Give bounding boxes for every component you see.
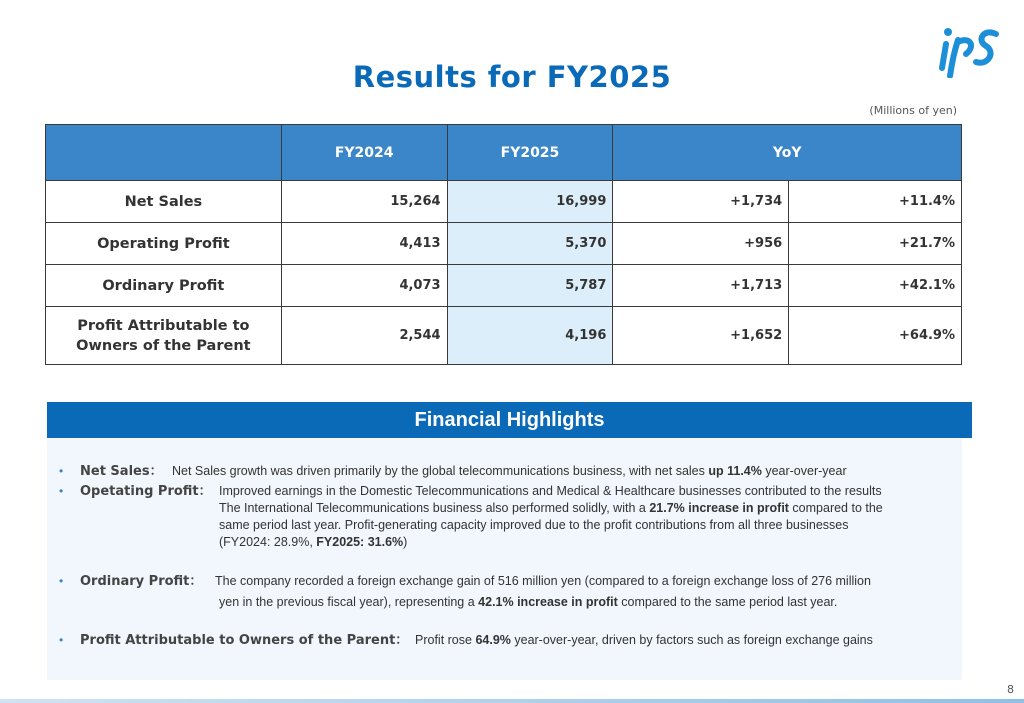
table-header-row (46, 125, 962, 181)
highlight-head: Ordinary Profit： (80, 574, 203, 589)
highlight-text: Profit rose 64.9% year-over-year, driven by factors such as foreign exchange gains (415, 633, 873, 647)
highlight-text-line2: The International Telecommunications business also performed solidly, with a 21.7% increase in profit compared to the (219, 501, 883, 515)
highlight-text-line1: Improved earnings in the Domestic Telecommunications and Medical & Healthcare businesses contributed to the results (219, 484, 882, 498)
cell-fy2024: 4,413 (281, 223, 447, 265)
cell-fy2025: 4,196 (447, 307, 613, 365)
highlight-text-line1: The company recorded a foreign exchange gain of 516 million yen (compared to a foreign exchange loss of 276 million (215, 574, 871, 588)
cell-yoy-abs: +1,652 (613, 307, 789, 365)
cell-fy2025: 5,787 (447, 265, 613, 307)
table-row (46, 265, 962, 307)
bullet-icon: • (59, 484, 64, 498)
highlight-text-line4: (FY2024: 28.9%, FY2025: 31.6%) (219, 535, 408, 549)
cell-yoy-pct: +11.4% (789, 181, 962, 223)
cell-fy2025: 16,999 (447, 181, 613, 223)
cell-fy2024: 2,544 (281, 307, 447, 365)
cell-yoy-pct: +64.9% (789, 307, 962, 365)
row-label (46, 307, 282, 365)
unit-note: (Millions of yen) (869, 104, 957, 117)
bullet-icon: • (59, 574, 64, 588)
cell-yoy-abs: +1,713 (613, 265, 789, 307)
cell-yoy-abs: +956 (613, 223, 789, 265)
header-empty (46, 125, 282, 181)
cell-fy2024: 15,264 (281, 181, 447, 223)
highlight-head: Profit Attributable to Owners of the Parent： (80, 633, 409, 648)
bullet-icon: • (59, 633, 64, 647)
highlight-head: Opetating Profit： (80, 484, 212, 499)
highlight-text-line2: yen in the previous fiscal year), representing a 42.1% increase in profit compared to the same period last year. (219, 595, 838, 609)
cell-fy2024: 4,073 (281, 265, 447, 307)
highlight-text-line3: same period last year. Profit-generating capacity improved due to the profit contributions from all three businesses (219, 518, 849, 532)
footer-divider (0, 699, 1024, 703)
row-label: Net Sales (46, 181, 282, 223)
header-yoy: YoY (613, 125, 962, 181)
row-label-line1: Profit Attributable to (77, 317, 250, 334)
page-title: Results for FY2025 (352, 60, 672, 94)
row-label: Ordinary Profit (46, 265, 282, 307)
highlight-text: Net Sales growth was driven primarily by the global telecommunications business, with net sales up 11.4% year-over-year (172, 464, 847, 478)
row-label-line2: Owners of the Parent (76, 337, 251, 354)
highlights-title: Financial Highlights (47, 402, 972, 438)
header-fy2024: FY2024 (281, 125, 447, 181)
table-row (46, 307, 962, 365)
header-fy2025: FY2025 (447, 125, 613, 181)
row-label: Operating Profit (46, 223, 282, 265)
cell-yoy-pct: +42.1% (789, 265, 962, 307)
page-number: 8 (1007, 683, 1014, 696)
cell-yoy-abs: +1,734 (613, 181, 789, 223)
table-row (46, 223, 962, 265)
highlight-head: Net Sales： (80, 464, 163, 479)
cell-fy2025: 5,370 (447, 223, 613, 265)
cell-yoy-pct: +21.7% (789, 223, 962, 265)
table-row (46, 181, 962, 223)
bullet-icon: • (59, 464, 64, 478)
results-table (45, 124, 962, 365)
